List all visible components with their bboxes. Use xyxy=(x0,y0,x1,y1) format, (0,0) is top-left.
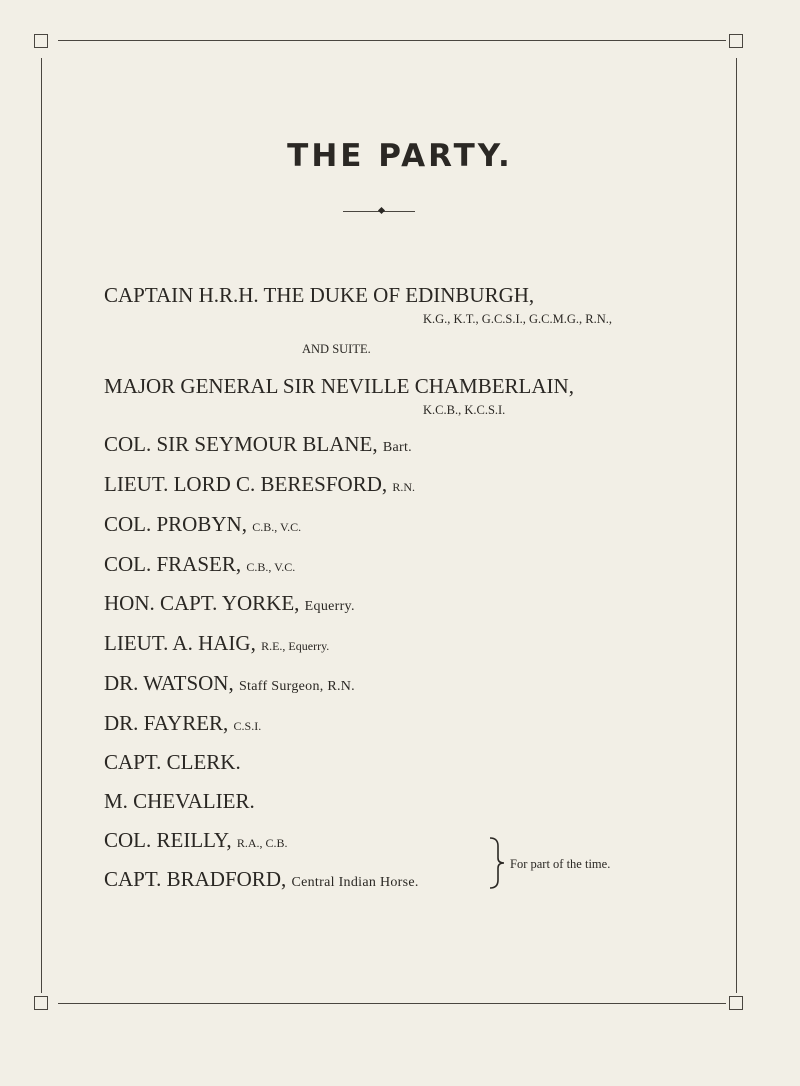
entry-name: MAJOR GENERAL SIR NEVILLE CHAMBERLAIN, xyxy=(104,374,574,398)
entry-honours: K.G., K.T., G.C.S.I., G.C.M.G., R.N., xyxy=(423,312,613,326)
entry-name: COL. FRASER, xyxy=(104,552,242,576)
corner-top-right-ornament xyxy=(729,34,743,48)
entry-name: CAPT. CLERK. xyxy=(104,750,241,774)
entry-watson xyxy=(104,671,355,696)
page-title: THE PARTY. xyxy=(287,138,513,174)
entry-name: DR. WATSON, xyxy=(104,671,234,695)
frame-left-rule xyxy=(41,58,42,993)
entry-suffix: R.A., C.B. xyxy=(236,836,288,850)
frame-bottom-rule xyxy=(58,1003,726,1004)
entry-suffix: Equerry. xyxy=(304,599,355,614)
entry-name: CAPTAIN H.R.H. THE DUKE OF EDINBURGH, xyxy=(104,283,535,307)
entry-yorke xyxy=(104,591,355,616)
entry-suffix: C.B., V.C. xyxy=(246,560,296,574)
and-suite-label: AND SUITE. xyxy=(302,342,371,356)
entry-blane xyxy=(104,432,412,457)
entry-clerk xyxy=(104,750,241,775)
entry-suffix: Bart. xyxy=(382,440,412,455)
entry-name: M. CHEVALIER. xyxy=(104,789,255,813)
entry-chamberlain xyxy=(104,374,574,399)
entry-name: DR. FAYRER, xyxy=(104,711,229,735)
corner-top-left-ornament xyxy=(34,34,48,48)
entry-suffix: Staff Surgeon, R.N. xyxy=(238,679,355,694)
frame-top-rule xyxy=(58,40,726,41)
entry-haig xyxy=(104,631,329,656)
entry-duke-of-edinburgh xyxy=(104,283,534,308)
entry-name: LIEUT. A. HAIG, xyxy=(104,631,256,655)
entry-name: LIEUT. LORD C. BERESFORD, xyxy=(104,472,388,496)
entry-fayrer xyxy=(104,711,261,736)
entry-suffix: R.N. xyxy=(392,480,416,494)
entry-name: COL. SIR SEYMOUR BLANE, xyxy=(104,432,378,456)
entry-name: CAPT. BRADFORD, xyxy=(104,867,287,891)
entry-name: COL. PROBYN, xyxy=(104,512,247,536)
title-ornament-diamond xyxy=(378,207,385,214)
entry-chevalier xyxy=(104,789,255,814)
entry-suffix: Central Indian Horse. xyxy=(291,875,419,890)
entry-suffix: C.S.I. xyxy=(233,719,262,733)
entry-beresford xyxy=(104,472,415,497)
entry-reilly xyxy=(104,828,288,853)
entry-name: HON. CAPT. YORKE, xyxy=(104,591,300,615)
entry-probyn xyxy=(104,512,301,537)
entry-bradford xyxy=(104,867,419,892)
entry-honours: K.C.B., K.C.S.I. xyxy=(423,403,506,417)
entry-fraser xyxy=(104,552,295,577)
entry-suffix: C.B., V.C. xyxy=(252,520,302,534)
entry-name: COL. REILLY, xyxy=(104,828,232,852)
corner-bottom-right-ornament xyxy=(729,996,743,1010)
entry-suffix: R.E., Equerry. xyxy=(261,639,330,653)
frame-right-rule xyxy=(736,58,737,993)
brace-note: For part of the time. xyxy=(510,857,611,871)
corner-bottom-left-ornament xyxy=(34,996,48,1010)
right-brace xyxy=(488,836,508,890)
